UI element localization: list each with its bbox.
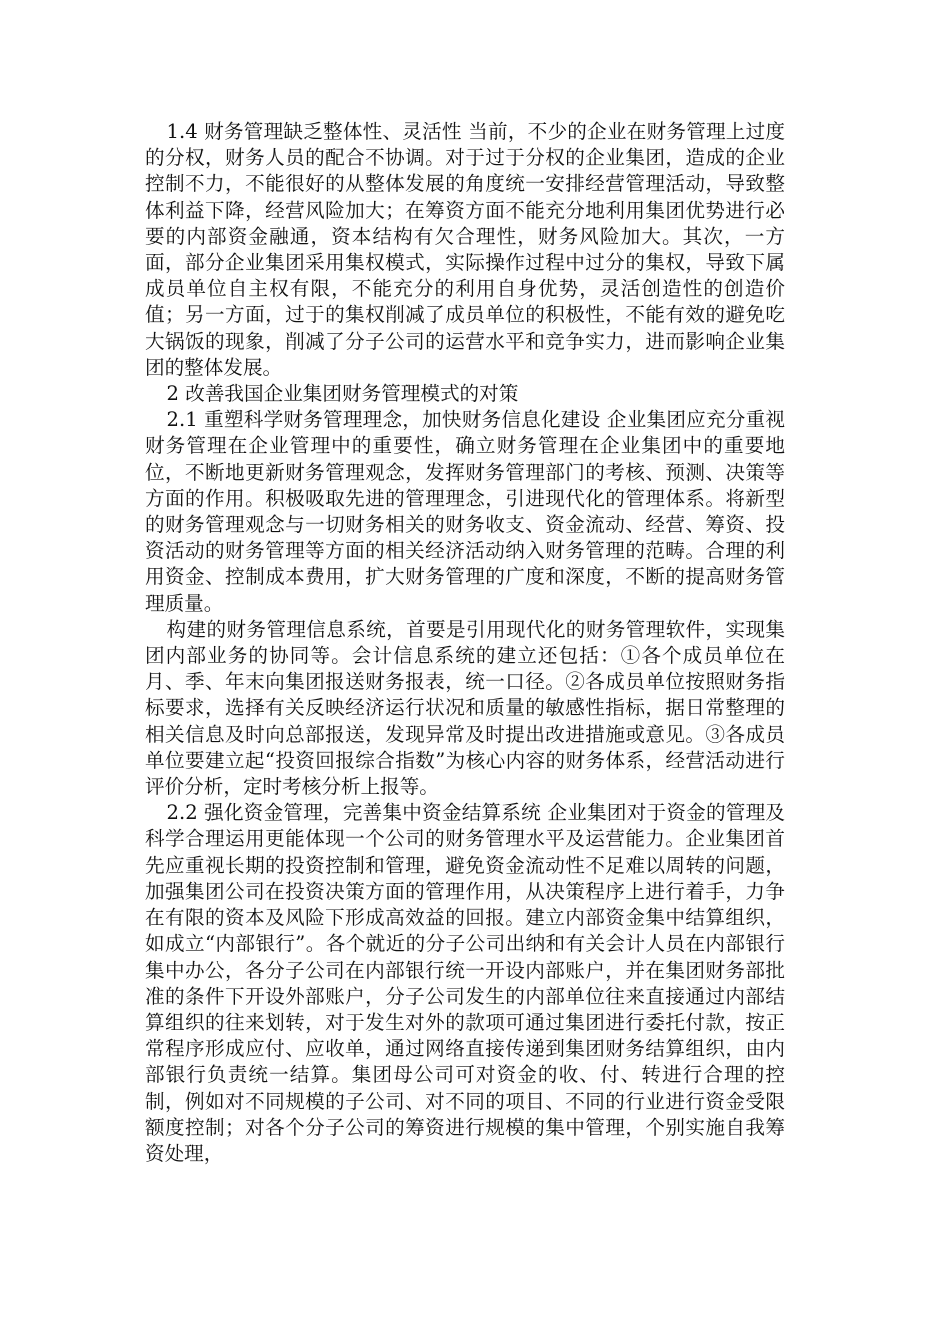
paragraph-information-system: 构建的财务管理信息系统，首要是引用现代化的财务管理软件，实现集团内部业务的协同等。会计信息系统的建立还包括：①各个成员单位在月、季、年末向集团报送财务报表，统一口径。②各成员单位按照财务指标要求，选择有关反映经济运行状况和质量的敏感性指标，据日常整理的相关信息及时向总部报送，发现异常及时提出改进措施或意见。③各成员单位要建立起“投资回报综合指数”为核心内容的财务体系，经营活动进行评价分析，定时考核分析上报等。: [145, 617, 785, 799]
paragraph-2-1-financial-concept: 2.1 重塑科学财务管理理念，加快财务信息化建设 企业集团应充分重视财务管理在企业管理中的重要性，确立财务管理在企业集团中的重要地位，不断地更新财务管理观念，发挥财务管理部门的考核、预测、决策等方面的作用。积极吸取先进的管理理念，引进现代化的管理体系。将新型的财务管理观念与一切财务相关的财务收支、资金流动、经营、筹资、投资活动的财务管理等方面的相关经济活动纳入财务管理的范畴。合理的利用资金、控制成本费用，扩大财务管理的广度和深度，不断的提高财务管理质量。: [145, 408, 785, 615]
document-page: [145, 119, 785, 1167]
paragraph-2-2-fund-management: 2.2 强化资金管理，完善集中资金结算系统 企业集团对于资金的管理及科学合理运用更能体现一个公司的财务管理水平及运营能力。企业集团首先应重视长期的投资控制和管理，避免资金流动性不足难以周转的问题，加强集团公司在投资决策方面的管理作用，从决策程序上进行着手，力争在有限的资本及风险下形成高效益的回报。建立内部资金集中结算组织，如成立“内部银行”。各个就近的分子公司出纳和有关会计人员在内部银行集中办公，各分子公司在内部银行统一开设内部账户，并在集团财务部批准的条件下开设外部账户，分子公司发生的内部单位往来直接通过内部结算组织的往来划转，对于发生对外的款项可通过集团进行委托付款，按正常程序形成应付、应收单，通过网络直接传递到集团财务结算组织，由内部银行负责统一结算。集团母公司可对资金的收、付、转进行合理的控制，例如对不同规模的子公司、对不同的项目、不同的行业进行资金受限额度控制；对各个分子公司的筹资进行规模的集中管理，个别实施自我筹资处理，: [145, 801, 785, 1165]
paragraph-1-4-lack-of-flexibility: 1.4 财务管理缺乏整体性、灵活性 当前，不少的企业在财务管理上过度的分权，财务人员的配合不协调。对于过于分权的企业集团，造成的企业控制不力，不能很好的从整体发展的角度统一安排经营管理活动，导致整体利益下降，经营风险加大；在筹资方面不能充分地利用集团优势进行必要的内部资金融通，资本结构有欠合理性，财务风险加大。其次，一方面，部分企业集团采用集权模式，实际操作过程中过分的集权，导致下属成员单位自主权有限，不能充分的利用自身优势，灵活创造性的创造价值；另一方面，过于的集权削减了成员单位的积极性，不能有效的避免吃大锅饭的现象，削减了分子公司的运营水平和竞争实力，进而影响企业集团的整体发展。: [145, 120, 785, 379]
section-heading-2: 2 改善我国企业集团财务管理模式的对策: [166, 382, 519, 406]
